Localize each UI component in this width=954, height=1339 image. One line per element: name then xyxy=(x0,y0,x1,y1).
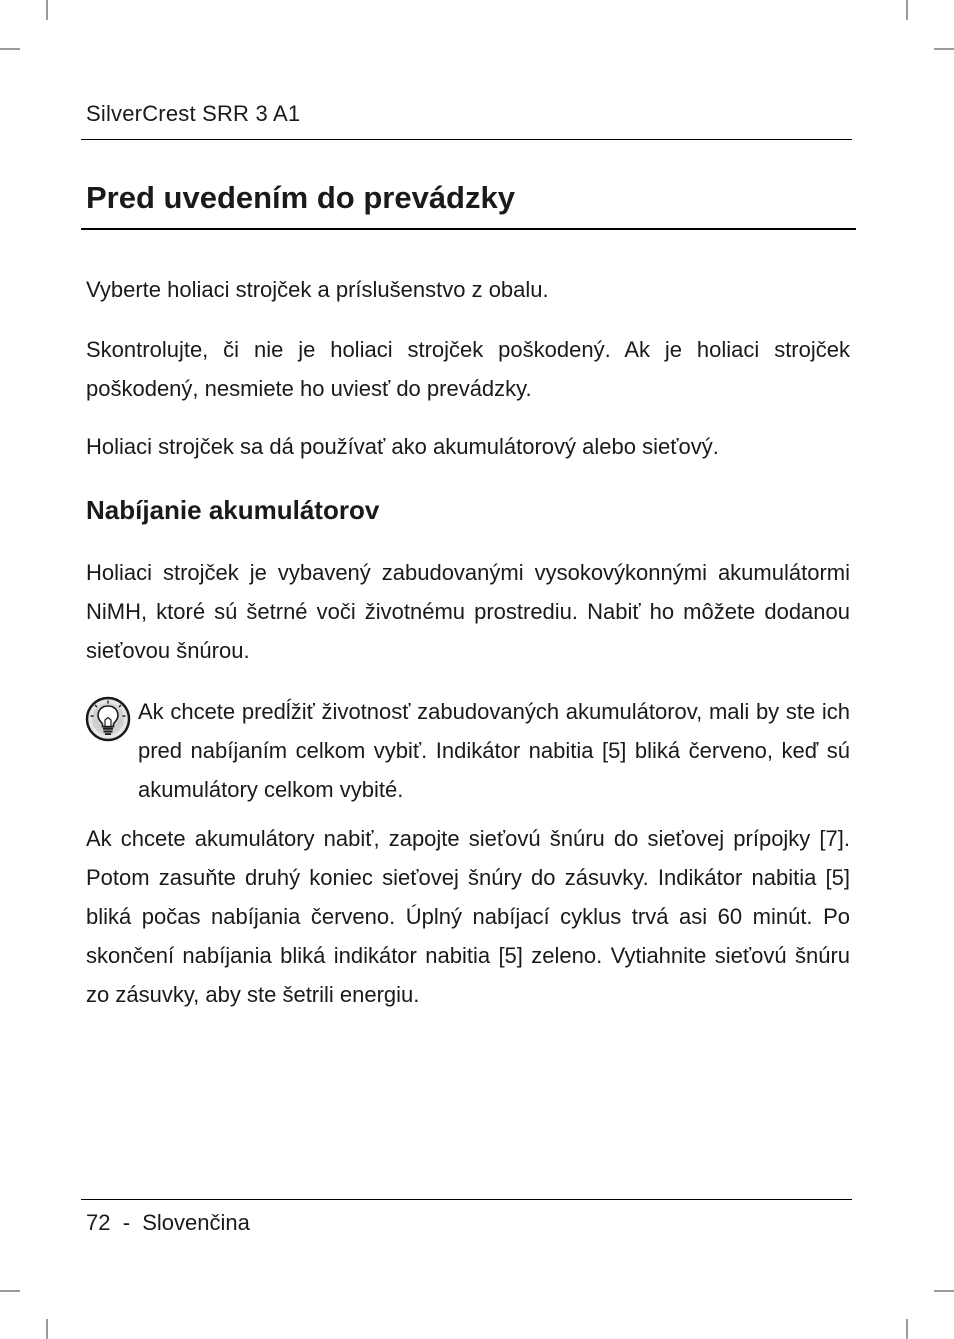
crop-mark xyxy=(0,1290,20,1292)
crop-mark xyxy=(46,1319,48,1339)
header-divider xyxy=(81,139,852,140)
section-title: Pred uvedením do prevádzky xyxy=(86,180,515,215)
page-footer: 72 - Slovenčina xyxy=(86,1210,250,1235)
paragraph-unpack: Vyberte holiaci strojček a príslušenstvo z obalu. xyxy=(86,277,549,302)
crop-mark xyxy=(46,0,48,20)
footer-divider xyxy=(81,1199,852,1200)
subsection-title: Nabíjanie akumulátorov xyxy=(86,495,380,525)
crop-mark xyxy=(934,1290,954,1292)
paragraph-inspect: Skontrolujte, či nie je holiaci strojček poškodený. Ak je holiaci strojček poškodený, nesmiete ho uviesť do prevádzky. xyxy=(86,337,850,401)
paragraph-usage: Holiaci strojček sa dá používať ako akumulátorový alebo sieťový. xyxy=(86,434,719,459)
lightbulb-icon xyxy=(85,696,131,742)
crop-mark xyxy=(934,48,954,50)
crop-mark xyxy=(906,1319,908,1339)
crop-mark xyxy=(0,48,20,50)
tip-note: Ak chcete predĺžiť životnosť zabudovaných akumulátorov, mali by ste ich pred nabíjaním celkom vybiť. Indikátor nabitia [5] bliká červeno, keď sú akumulátory celkom vybité. xyxy=(138,699,850,802)
title-divider xyxy=(81,228,856,230)
paragraph-battery-intro: Holiaci strojček je vybavený zabudovanými vysokovýkonnými akumulátormi NiMH, ktoré sú šetrné voči životnému prostrediu. Nabiť ho môžete dodanou sieťovou šnúrou. xyxy=(86,560,850,663)
paragraph-charging-instructions: Ak chcete akumulátory nabiť, zapojte sieťovú šnúru do sieťovej prípojky [7]. Potom zasuňte druhý koniec sieťovej šnúry do zásuvky. Indikátor nabitia [5] bliká počas nabíjania červeno. Úplný nabíjací cyklus trvá asi 60 minút. Po skončení nabíjania bliká indikátor nabitia [5] zeleno. Vytiahnite sieťovú šnúru zo zásuvky, aby ste šetrili energiu. xyxy=(86,826,850,1007)
crop-mark xyxy=(906,0,908,20)
running-header: SilverCrest SRR 3 A1 xyxy=(86,101,301,126)
